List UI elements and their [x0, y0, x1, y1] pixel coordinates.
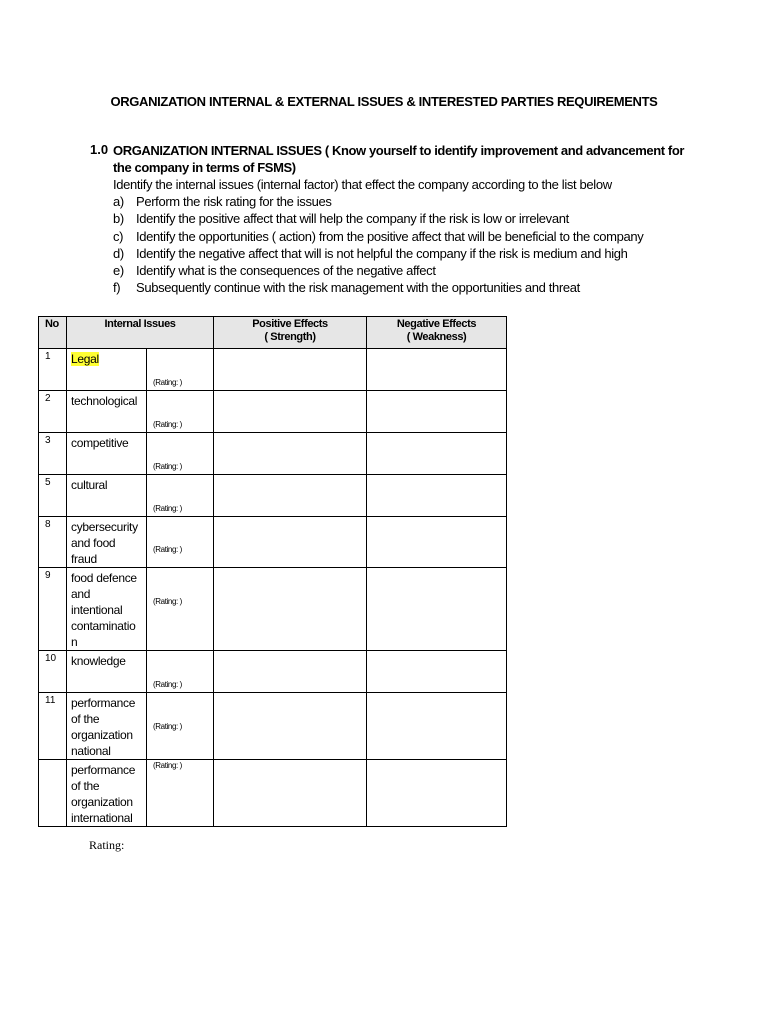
issue-label: cybersecurity and food fraud — [67, 517, 147, 568]
issue-label: cultural — [67, 475, 147, 517]
instruction-text: Identify what is the consequences of the negative affect — [136, 263, 436, 279]
table-row — [39, 568, 507, 651]
row-number: 2 — [39, 391, 67, 433]
rating-text: (Rating: ) — [153, 722, 182, 731]
instruction-list — [113, 194, 643, 298]
rating-text: (Rating: ) — [153, 680, 182, 689]
negative-effects-cell[interactable] — [367, 433, 507, 475]
table-row — [39, 391, 507, 433]
rating-text: (Rating: ) — [153, 545, 182, 554]
positive-effects-cell[interactable] — [214, 349, 367, 391]
negative-effects-cell[interactable] — [367, 391, 507, 433]
positive-effects-cell[interactable] — [214, 433, 367, 475]
positive-effects-cell[interactable] — [214, 651, 367, 693]
rating-text: (Rating: ) — [153, 420, 182, 429]
table-header-row — [39, 317, 507, 349]
header-positive-effects — [214, 317, 367, 349]
positive-effects-cell[interactable] — [214, 760, 367, 827]
positive-effects-cell[interactable] — [214, 693, 367, 760]
rating-cell[interactable] — [147, 475, 214, 517]
table-row — [39, 475, 507, 517]
positive-effects-cell[interactable] — [214, 475, 367, 517]
rating-cell[interactable] — [147, 517, 214, 568]
instruction-text: Identify the negative affect that will is not helpful the company if the risk is medium and high — [136, 245, 628, 261]
document-title-text: ORGANIZATION INTERNAL & EXTERNAL ISSUES & INTERESTED PARTIES REQUIREMENTS — [110, 94, 658, 109]
negative-effects-cell[interactable] — [367, 651, 507, 693]
negative-effects-cell[interactable] — [367, 475, 507, 517]
rating-text: (Rating: ) — [153, 597, 182, 606]
rating-cell[interactable] — [147, 760, 214, 827]
rating-cell[interactable] — [147, 349, 214, 391]
rating-cell[interactable] — [147, 433, 214, 475]
header-negative-effects — [367, 317, 507, 349]
rating-footer-label: Rating: — [89, 838, 125, 852]
instruction-text: Perform the risk rating for the issues — [136, 194, 332, 209]
instruction-item — [113, 280, 643, 297]
table-row — [39, 517, 507, 568]
header-positive-sub: ( Strength) — [264, 331, 316, 343]
issue-label: competitive — [67, 433, 147, 475]
section-heading-caps: ORGANIZATION INTERNAL ISSUES — [113, 143, 322, 158]
row-number: 1 — [39, 349, 67, 391]
section-heading — [113, 142, 693, 176]
instruction-marker: f) — [113, 280, 121, 296]
section-heading-rest: ( Know yourself to identify improvement and advancement for the company in terms of FSMS) — [113, 143, 685, 175]
row-number: 11 — [39, 693, 67, 760]
row-number: 8 — [39, 517, 67, 568]
instruction-marker: b) — [113, 211, 124, 227]
issue-label: knowledge — [67, 651, 147, 693]
instruction-text: Subsequently continue with the risk management with the opportunities and threat — [136, 280, 580, 296]
negative-effects-cell[interactable] — [367, 349, 507, 391]
positive-effects-cell[interactable] — [214, 391, 367, 433]
rating-cell[interactable] — [147, 651, 214, 693]
table-row — [39, 693, 507, 760]
instruction-marker: a) — [113, 194, 124, 209]
rating-text: (Rating: ) — [153, 504, 182, 513]
rating-text: (Rating: ) — [153, 761, 182, 770]
row-number — [39, 760, 67, 827]
header-negative-sub: ( Weakness) — [406, 331, 467, 343]
positive-effects-cell[interactable] — [214, 517, 367, 568]
issue-label: technological — [67, 391, 147, 433]
negative-effects-cell[interactable] — [367, 693, 507, 760]
internal-issues-table — [38, 316, 507, 827]
instruction-item — [113, 194, 643, 211]
issue-label: performance of the organization international — [67, 760, 147, 827]
header-internal-issues: Internal Issues — [67, 317, 214, 349]
row-number: 9 — [39, 568, 67, 651]
issue-cell — [67, 349, 147, 391]
negative-effects-cell[interactable] — [367, 517, 507, 568]
row-number: 5 — [39, 475, 67, 517]
table-row — [39, 760, 507, 827]
instruction-marker: c) — [113, 228, 124, 244]
instruction-item — [113, 211, 643, 228]
rating-text: (Rating: ) — [153, 462, 182, 471]
document-title — [0, 94, 768, 109]
negative-effects-cell[interactable] — [367, 760, 507, 827]
section-intro: Identify the internal issues (internal factor) that effect the company according to the list below — [113, 177, 612, 192]
rating-cell[interactable] — [147, 568, 214, 651]
issue-label: food defence and intentional contaminatio n — [67, 568, 147, 651]
issue-label: performance of the organization national — [67, 693, 147, 760]
instruction-marker: d) — [113, 245, 124, 261]
row-number: 3 — [39, 433, 67, 475]
table-row — [39, 349, 507, 391]
instruction-text: Identify the opportunities ( action) from the positive affect that will be beneficial to the company — [136, 228, 644, 244]
rating-cell[interactable] — [147, 391, 214, 433]
rating-text: (Rating: ) — [153, 378, 182, 387]
rating-cell[interactable] — [147, 693, 214, 760]
issue-label-highlighted: Legal — [71, 352, 99, 366]
header-no: No — [39, 317, 67, 349]
header-positive-label: Positive Effects — [252, 318, 328, 330]
row-number: 10 — [39, 651, 67, 693]
negative-effects-cell[interactable] — [367, 568, 507, 651]
instruction-item — [113, 263, 643, 280]
instruction-item — [113, 246, 643, 263]
instruction-text: Identify the positive affect that will help the company if the risk is low or irrelevant — [136, 211, 569, 227]
instruction-item — [113, 229, 643, 246]
section-number: 1.0 — [90, 142, 109, 157]
positive-effects-cell[interactable] — [214, 568, 367, 651]
table-row — [39, 433, 507, 475]
table-row — [39, 651, 507, 693]
instruction-marker: e) — [113, 263, 124, 279]
header-negative-label: Negative Effects — [396, 318, 477, 330]
